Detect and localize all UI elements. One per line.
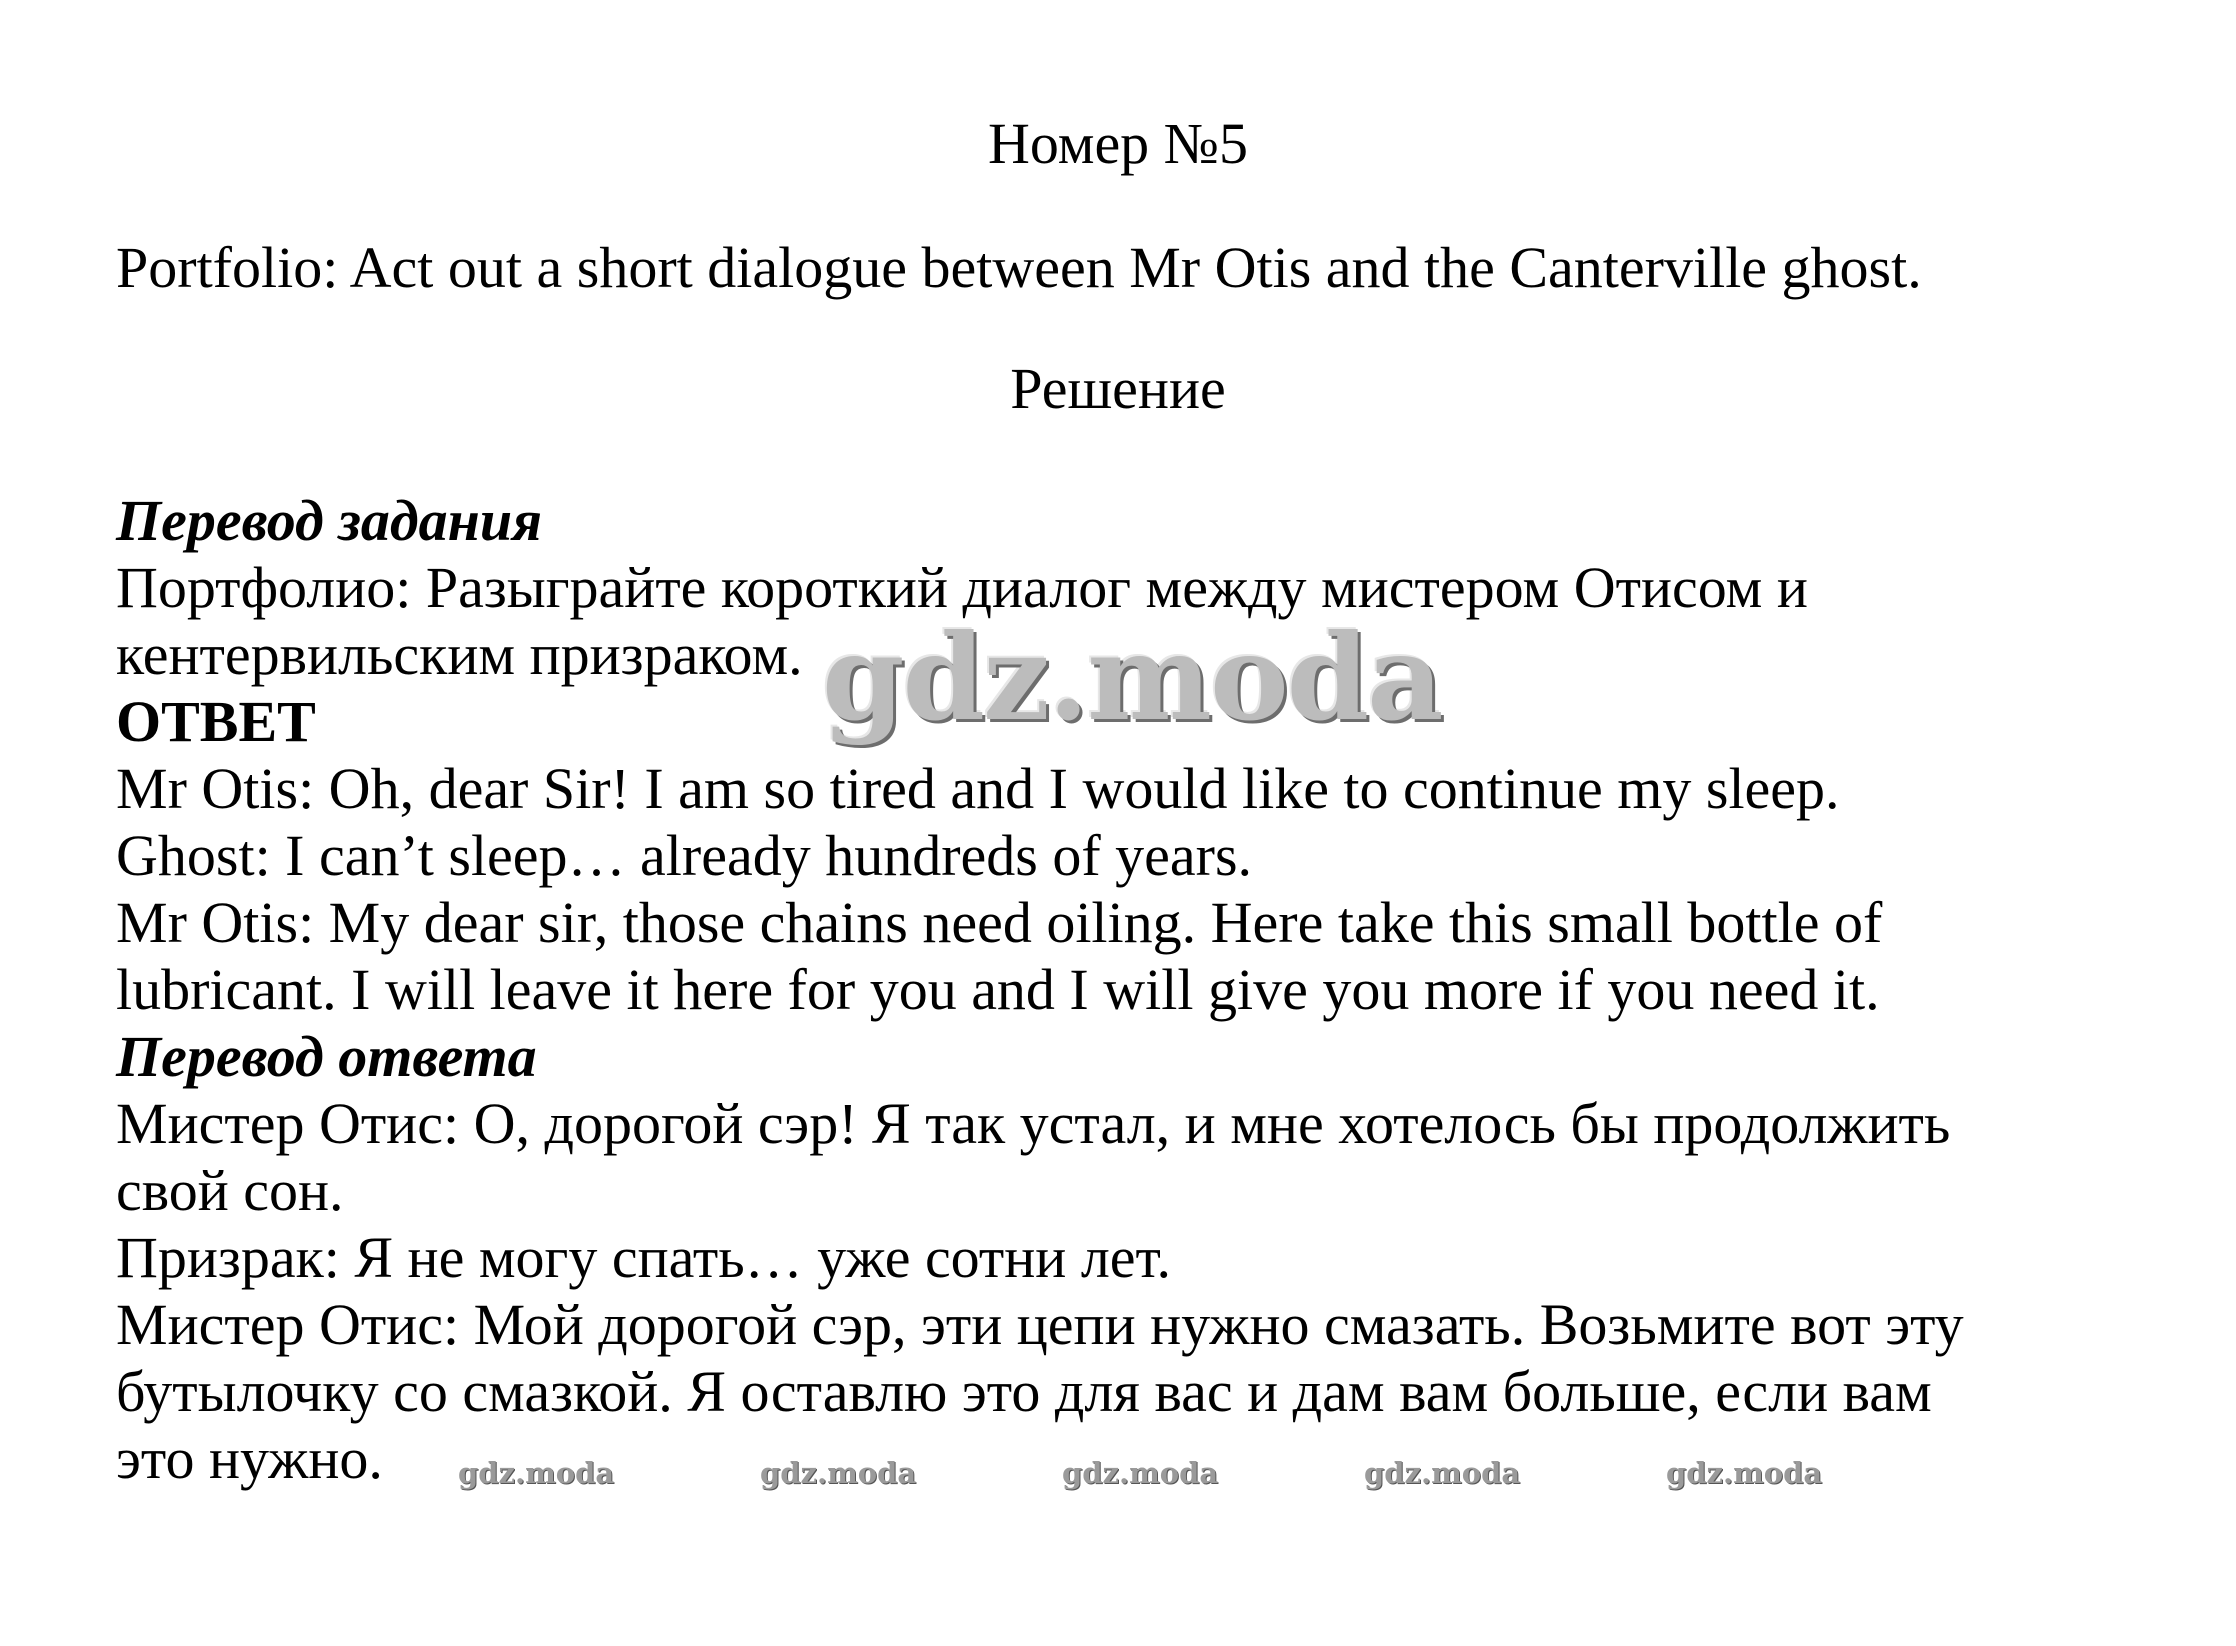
watermark-small: gdz.moda: [1666, 1456, 1823, 1490]
answer-translation-line-6: это нужно.: [116, 1426, 383, 1491]
answer-translation-line-3: Призрак: Я не могу спать… уже сотни лет.: [116, 1225, 1172, 1290]
answer-line-3: Mr Otis: My dear sir, those chains need oiling. Here take this small bottle of: [116, 890, 1883, 955]
watermark-small: gdz.moda: [1364, 1456, 1521, 1490]
answer-line-1: Mr Otis: Oh, dear Sir! I am so tired and I would like to continue my sleep.: [116, 756, 1840, 821]
task-prompt: Portfolio: Act out a short dialogue between Mr Otis and the Canterville ghost.: [116, 235, 1922, 300]
watermark-small: gdz.moda: [458, 1456, 615, 1490]
page-title: Номер №5: [987, 111, 1249, 176]
watermark-small: gdz.moda: [1062, 1456, 1219, 1490]
task-translation-line-1: Портфолио: Разыграйте короткий диалог между мистером Отисом и: [116, 555, 1808, 620]
answer-translation-line-2: свой сон.: [116, 1158, 344, 1223]
watermark-row: [0, 1456, 2236, 1496]
answer-heading: ОТВЕТ: [116, 689, 316, 754]
task-translation-heading: Перевод задания: [116, 488, 542, 553]
answer-translation-line-4: Мистер Отис: Мой дорогой сэр, эти цепи нужно смазать. Возьмите вот эту: [116, 1292, 1964, 1357]
task-translation-line-2: кентервильским призраком.: [116, 622, 803, 687]
solution-heading: Решение: [1010, 356, 1226, 421]
answer-translation-line-1: Мистер Отис: О, дорогой сэр! Я так устал, и мне хотелось бы продолжить: [116, 1091, 1951, 1156]
watermark-small: gdz.moda: [760, 1456, 917, 1490]
answer-translation-line-5: бутылочку со смазкой. Я оставлю это для вас и дам вам больше, если вам: [116, 1359, 1932, 1424]
answer-translation-heading: Перевод ответа: [116, 1024, 537, 1089]
answer-line-4: lubricant. I will leave it here for you and I will give you more if you need it.: [116, 957, 1880, 1022]
watermark-large: gdz.moda: [822, 608, 1442, 747]
answer-line-2: Ghost: I can’t sleep… already hundreds of years.: [116, 823, 1253, 888]
